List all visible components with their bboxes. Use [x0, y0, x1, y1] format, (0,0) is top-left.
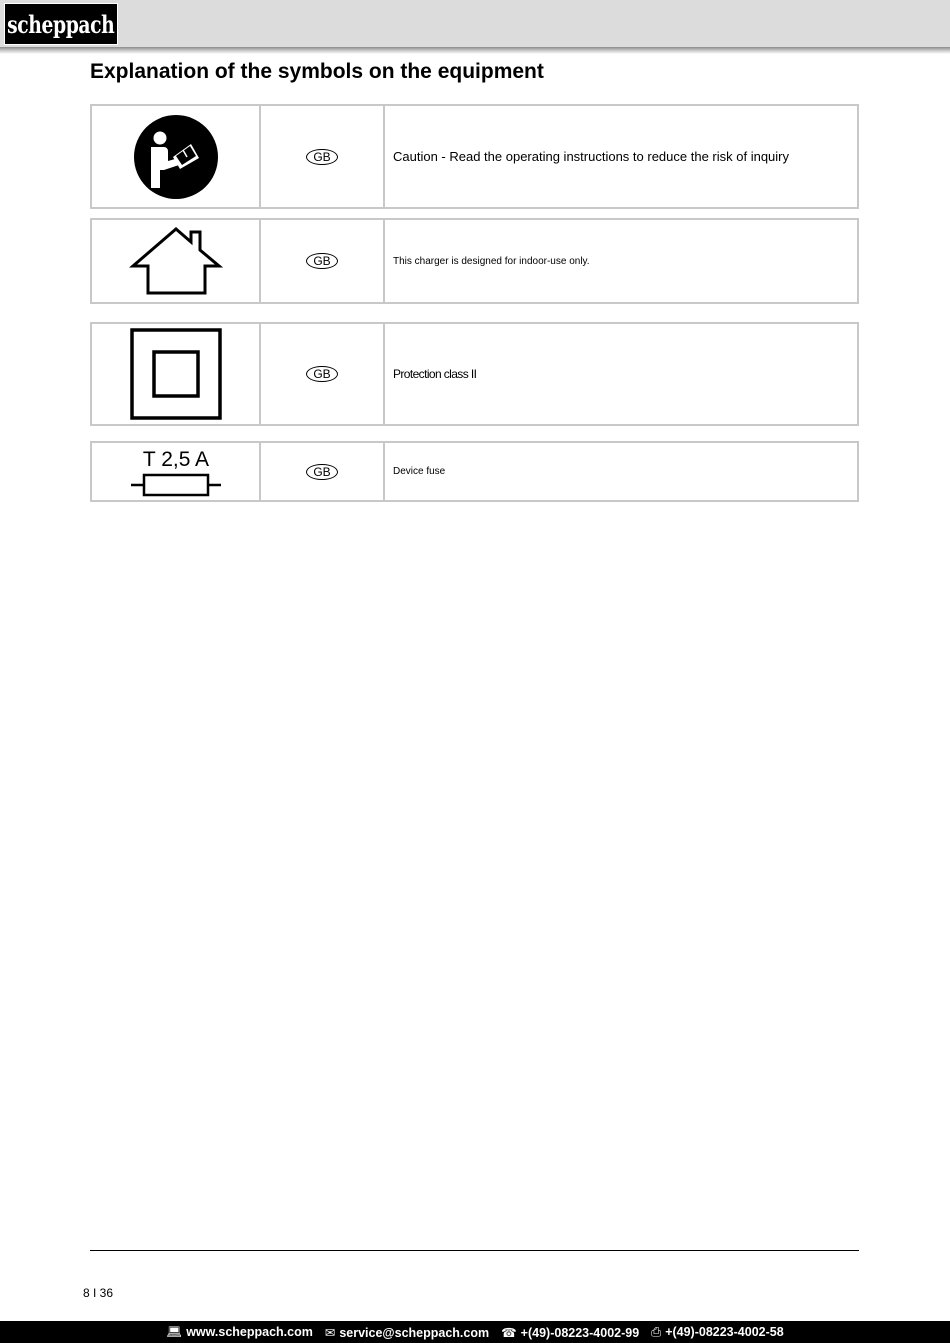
fax-icon: ⎙: [651, 1324, 662, 1339]
symbol-row: [90, 441, 859, 502]
footer-website[interactable]: [166, 1325, 313, 1340]
computer-icon: 💻︎: [166, 1324, 183, 1339]
symbol-description: Protection class II: [393, 367, 477, 381]
language-badge: GB: [306, 366, 337, 382]
brand-logo-text: scheppach: [7, 9, 115, 39]
email-icon: ✉: [324, 1325, 336, 1340]
page-title: Explanation of the symbols on the equipment: [90, 60, 544, 83]
language-badge: GB: [306, 149, 337, 165]
symbol-description-cell: [385, 324, 857, 424]
symbol-row: [90, 218, 859, 304]
symbol-row: [90, 322, 859, 426]
read-manual-icon: [133, 114, 219, 200]
page-number: 8 I 36: [83, 1286, 114, 1300]
symbol-icon-cell: [92, 220, 261, 302]
symbol-icon-cell: [92, 106, 261, 207]
device-fuse-icon: [130, 444, 222, 500]
phone-icon: ☎: [501, 1325, 517, 1340]
symbol-description-cell: [385, 220, 857, 302]
symbol-description-cell: [385, 106, 857, 207]
website-text: www.scheppach.com: [186, 1324, 313, 1339]
language-cell: [261, 106, 385, 207]
protection-class-ii-icon: [130, 328, 222, 420]
footer-fax[interactable]: [651, 1325, 784, 1340]
header-band: [0, 0, 950, 49]
fax-text: +(49)-08223-4002-58: [665, 1324, 784, 1339]
language-badge: GB: [306, 253, 337, 269]
symbol-icon-cell: [92, 443, 261, 500]
footer-email[interactable]: [325, 1325, 489, 1340]
language-cell: [261, 324, 385, 424]
language-cell: [261, 220, 385, 302]
footer-contact-bar: [0, 1321, 950, 1343]
fuse-rating-label: T 2,5 A: [142, 447, 209, 471]
brand-logo: [4, 3, 118, 45]
symbol-icon-cell: [92, 324, 261, 424]
footer-rule: [90, 1250, 859, 1251]
footer-phone[interactable]: [501, 1325, 639, 1340]
language-cell: [261, 443, 385, 500]
email-text: service@scheppach.com: [339, 1325, 490, 1340]
symbol-row: [90, 104, 859, 209]
indoor-house-icon: [129, 224, 223, 298]
language-badge: GB: [306, 464, 337, 480]
symbol-description: Caution - Read the operating instructions to reduce the risk of inquiry: [393, 149, 789, 164]
header-shadow: [0, 47, 950, 54]
symbol-description: This charger is designed for indoor-use only.: [393, 255, 590, 267]
phone-text: +(49)-08223-4002-99: [520, 1325, 640, 1340]
symbol-description: Device fuse: [393, 466, 446, 477]
symbol-description-cell: [385, 443, 857, 500]
